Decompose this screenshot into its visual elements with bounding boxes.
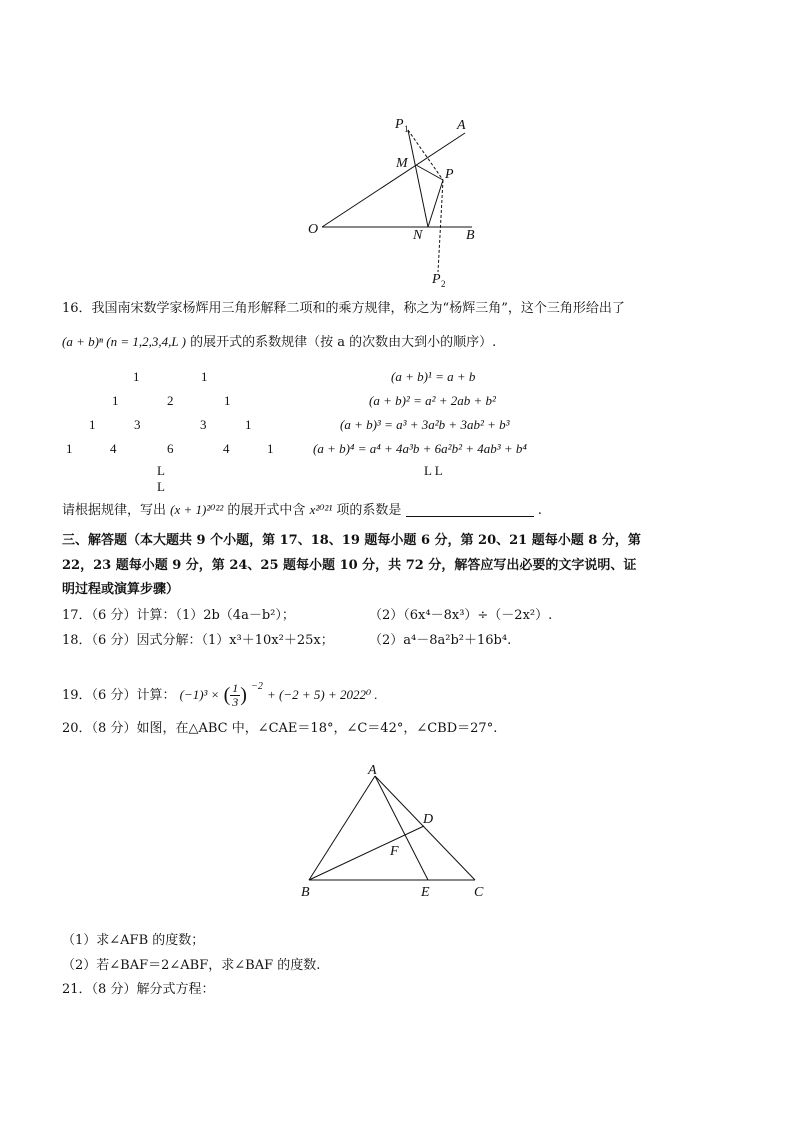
q19-frac-num: 1 bbox=[232, 681, 239, 695]
triangle-cell: 1 bbox=[267, 441, 274, 456]
label-P2: P bbox=[432, 272, 441, 287]
triangle-cell: 1 bbox=[201, 369, 208, 384]
triangle-cell: 2 bbox=[167, 393, 174, 408]
q16-binomial-formula: (a + b)ⁿ (n = 1,2,3,4,L ) bbox=[62, 334, 186, 349]
q16-answer-blank[interactable] bbox=[406, 502, 534, 517]
label-P1: P bbox=[395, 117, 404, 132]
triangle-cell: 3 bbox=[134, 417, 141, 432]
q20-part2: （2）若∠BAF＝2∠ABF，求∠BAF 的度数. bbox=[62, 958, 321, 973]
expansion-3: (a + b)³ = a³ + 3a²b + 3ab² + b³ bbox=[340, 417, 510, 432]
q18-part2: （2）a⁴－8a²b²＋16b⁴. bbox=[369, 633, 512, 648]
label-P: P bbox=[445, 167, 454, 182]
triangle-cell: 4 bbox=[223, 441, 230, 456]
q17-part2: （2）（6x⁴－8x³）÷（－2x²）. bbox=[369, 608, 553, 623]
q16-line2 bbox=[62, 332, 496, 353]
q16-ask-mid: 的展开式中含 bbox=[227, 503, 306, 518]
label-O: O bbox=[308, 222, 319, 237]
triangle-cell: 1 bbox=[112, 393, 119, 408]
q17-part1: 17．（6 分）计算：（1）2b（4a－b²）； bbox=[62, 608, 295, 623]
figure-triangle-abc bbox=[295, 758, 495, 903]
q19-expr-b: + (−2 + 5) + 2022⁰ . bbox=[266, 687, 378, 702]
q19-expr-a: (−1)³ × bbox=[179, 687, 220, 702]
label-P2-sub: 2 bbox=[441, 279, 446, 289]
expansion-1: (a + b)¹ = a + b bbox=[391, 369, 476, 384]
label-P1-sub: 1 bbox=[404, 124, 409, 134]
label-M: M bbox=[396, 156, 408, 171]
ray-OA bbox=[322, 133, 465, 227]
q21-text: 21．（8 分）解分式方程： bbox=[62, 982, 215, 997]
q19 bbox=[62, 674, 378, 709]
q20-part1: （1）求∠AFB 的度数； bbox=[62, 933, 205, 948]
q16-ask-formula: (x + 1)²⁰²² bbox=[170, 502, 224, 517]
section3-line1: 三、解答题（本大题共 9 个小题，第 17、18、19 题每小题 6 分，第 20、21 题每小题 8 分，第 bbox=[62, 533, 641, 548]
q16-line2-text: 的展开式的系数规律（按 a 的次数由大到小的顺序）. bbox=[190, 335, 497, 350]
triangle-cell: 3 bbox=[200, 417, 207, 432]
side-AC bbox=[375, 776, 475, 880]
triangle-cell: 6 bbox=[167, 441, 174, 456]
label-E: E bbox=[421, 885, 430, 900]
q19-exponent: −2 bbox=[251, 681, 263, 692]
q16-ask-end: . bbox=[537, 503, 542, 518]
label-B2: B bbox=[301, 885, 310, 900]
figure-angle-reflection bbox=[300, 110, 500, 290]
q19-frac-den: 3 bbox=[232, 695, 239, 709]
q16-ask-post: 项的系数是 bbox=[336, 503, 402, 518]
q16-question bbox=[62, 500, 542, 521]
expansion-ellipsis: L L bbox=[424, 463, 443, 478]
label-D: D bbox=[423, 812, 434, 827]
ellipsis-left: L L bbox=[157, 463, 165, 494]
triangle-cell: 1 bbox=[245, 417, 252, 432]
label-F: F bbox=[390, 844, 399, 859]
triangle-cell: 1 bbox=[89, 417, 96, 432]
label-N: N bbox=[413, 228, 423, 243]
q19-label: 19．（6 分）计算： bbox=[62, 688, 176, 703]
triangle-cell: 1 bbox=[224, 393, 231, 408]
label-A2: A bbox=[368, 763, 377, 778]
label-B: B bbox=[466, 228, 475, 243]
label-A: A bbox=[457, 118, 466, 133]
expansion-2: (a + b)² = a² + 2ab + b² bbox=[369, 393, 496, 408]
q16-ask-pre: 请根据规律，写出 bbox=[62, 503, 167, 518]
q20-text: 20．（8 分）如图，在△ABC 中，∠CAE＝18°，∠C＝42°，∠CBD＝27°. bbox=[62, 721, 498, 736]
expansion-4: (a + b)⁴ = a⁴ + 4a³b + 6a²b² + 4ab³ + b⁴ bbox=[313, 441, 527, 456]
q16-ask-term: x²⁰²¹ bbox=[309, 502, 333, 517]
label-C: C bbox=[474, 885, 484, 900]
triangle-cell: 1 bbox=[133, 369, 140, 384]
section3-line2: 22，23 题每小题 9 分，第 24、25 题每小题 10 分，共 72 分，解答应写出必要的文字说明、证 bbox=[62, 558, 637, 573]
triangle-cell: 1 bbox=[66, 441, 73, 456]
section3-line3: 明过程或演算步骤） bbox=[62, 582, 180, 597]
segment-M-P bbox=[416, 165, 443, 180]
q19-fraction: ( $\frac{1}{3}$ ) bbox=[223, 681, 247, 709]
triangle-cell: 4 bbox=[110, 441, 117, 456]
q16-line1: 16．我国南宋数学家杨辉用三角形解释二项和的乘方规律，称之为“杨辉三角”，这个三角形给出了 bbox=[62, 301, 625, 316]
q18-part1: 18．（6 分）因式分解：（1）x³＋10x²＋25x； bbox=[62, 633, 334, 648]
